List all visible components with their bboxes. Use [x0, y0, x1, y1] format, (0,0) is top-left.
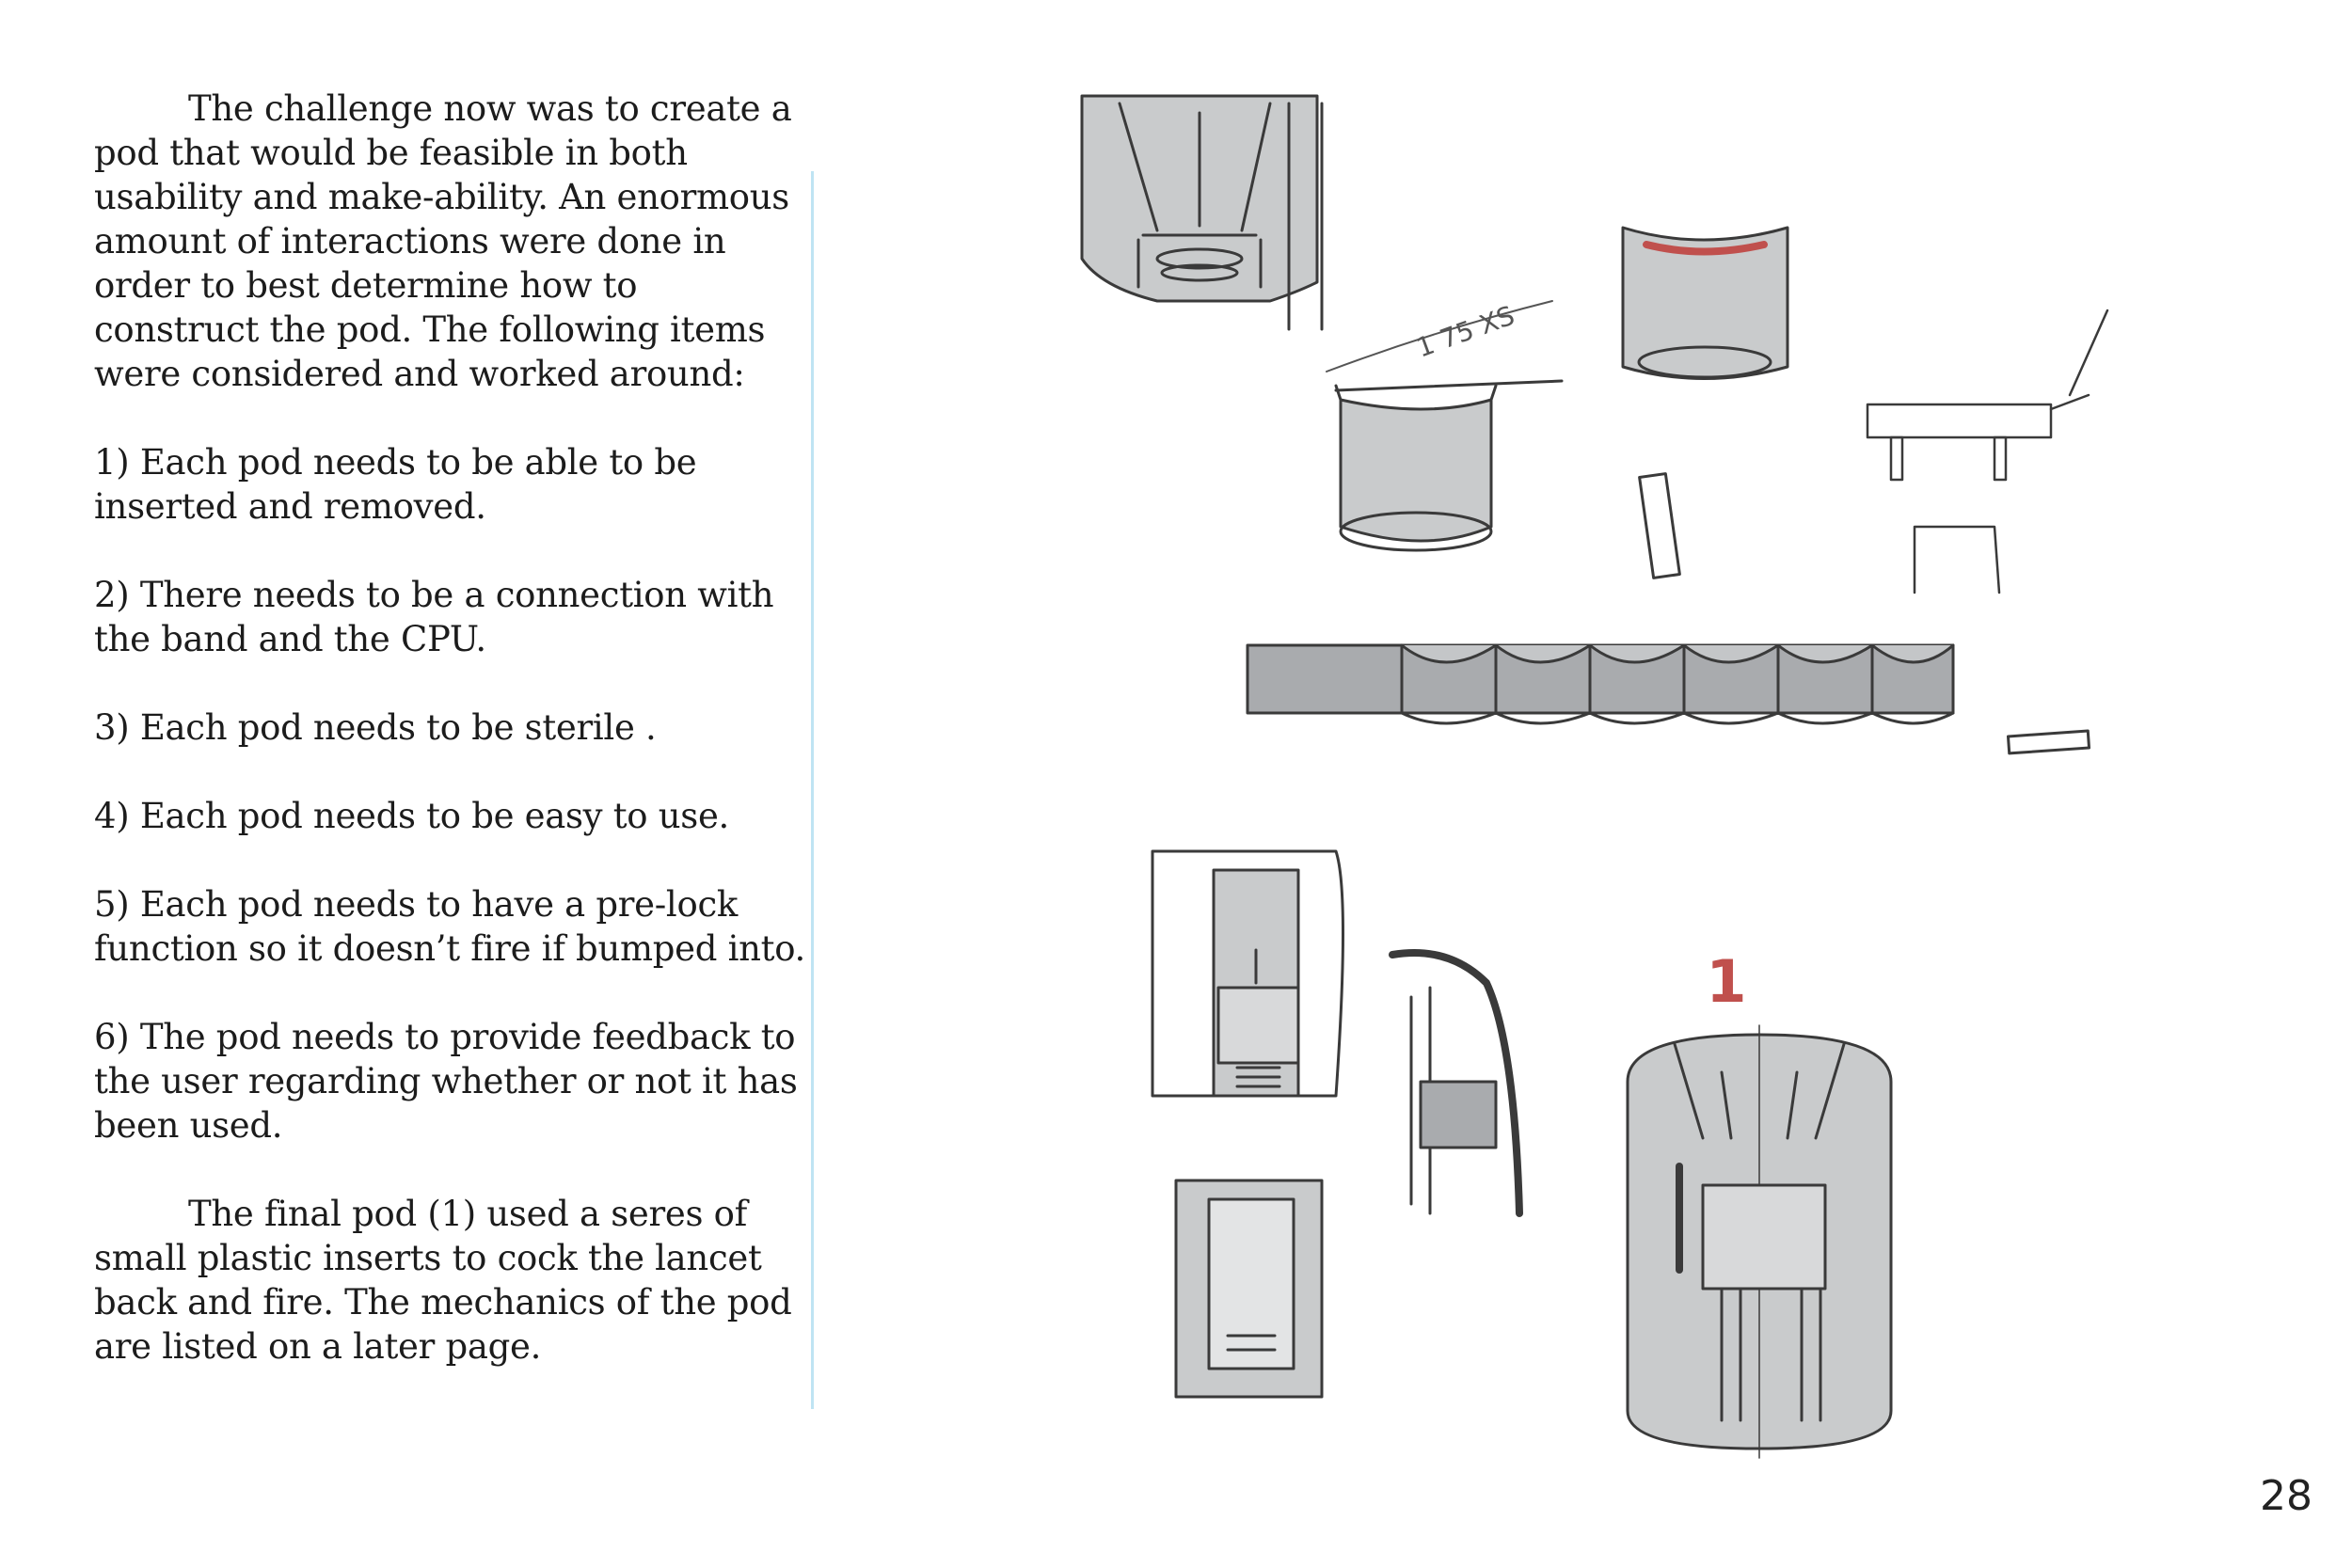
band-with-pods-sketch [1248, 645, 2090, 753]
column-divider [811, 171, 814, 1409]
dimension-note: 1 75 XS [1412, 299, 1519, 364]
pod-section-sketch-b [1176, 1180, 1322, 1397]
page-number: 28 [2260, 1472, 2312, 1520]
cutaway-pod-sketch [1082, 96, 1322, 329]
intro-paragraph: The challenge now was to create a pod that would be feasible in both usability and make-ability. An enormous amount of interactions were done in order to best determine how to construct the pod. The following items were considered and worked around: [94, 88, 792, 394]
pod-sketches-illustration [988, 85, 2136, 1514]
arm-sketch [1392, 953, 1519, 1213]
requirement-5: 5) Each pod needs to have a pre-lock function so it doesn’t fire if bumped into. [94, 884, 806, 969]
requirement-1: 1) Each pod needs to be able to be inserted and removed. [94, 442, 697, 527]
requirement-6: 6) The pod needs to provide feedback to the user regarding whether or not it has been used. [94, 1017, 798, 1146]
mechanism-sketch [1867, 310, 2107, 593]
pod-section-sketch-a [1152, 851, 1343, 1096]
requirement-2: 2) There needs to be a connection with the band and the CPU. [94, 575, 774, 659]
requirement-3: 3) Each pod needs to be sterile . [94, 707, 657, 748]
callout-label: 1 [1706, 947, 1747, 1016]
requirement-4: 4) Each pod needs to be easy to use. [94, 796, 730, 836]
pod-body-sketch [1336, 386, 1496, 550]
body-text [94, 87, 809, 1413]
pod-cylinder-sketch [1623, 228, 1788, 379]
final-paragraph: The final pod (1) used a seres of small plastic inserts to cock the lancet back and fire. The mechanics of the pod are listed on a later page. [94, 1194, 792, 1367]
final-pod-sketch [1628, 1025, 1891, 1458]
